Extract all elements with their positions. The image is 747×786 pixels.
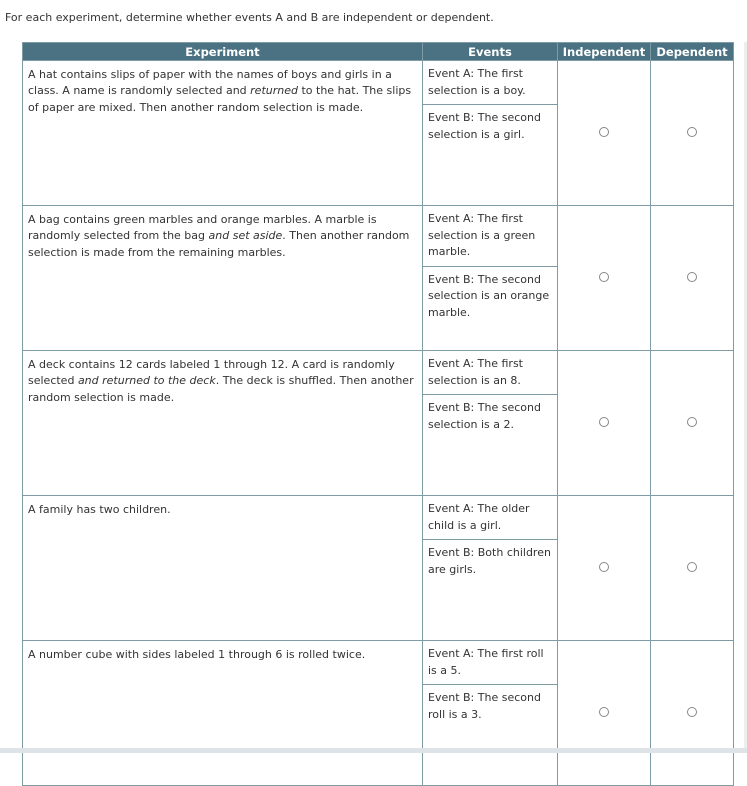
- header-dependent: Dependent: [651, 43, 734, 61]
- experiment-text: A bag contains green marbles and orange marbles. A marble is randomly selected from the bag: [28, 213, 377, 243]
- experiment-text: to the hat. The slips of paper are mixed. Then another random selection is made.: [28, 84, 412, 114]
- table-row: [23, 206, 734, 351]
- table-row: [23, 61, 734, 206]
- independent-radio[interactable]: [599, 417, 609, 427]
- experiments-table: [22, 42, 734, 786]
- event-b: Event B: The second selection is a 2.: [428, 401, 541, 431]
- header-events: Events: [423, 43, 558, 61]
- experiment-cell: [23, 496, 423, 641]
- event-b: Event B: Both children are girls.: [428, 546, 551, 576]
- independent-cell: [558, 351, 651, 496]
- dependent-radio[interactable]: [687, 127, 697, 137]
- experiment-cell: [23, 641, 423, 786]
- events-cell: [423, 641, 558, 786]
- event-a: Event A: The first roll is a 5.: [423, 641, 557, 685]
- experiment-text: . The deck is shuffled. Then another random selection is made.: [28, 374, 414, 404]
- experiment-text: A deck contains 12 cards labeled 1 through 12. A card is randomly selected: [28, 358, 395, 388]
- table-row: [23, 641, 734, 786]
- experiment-cell: [23, 206, 423, 351]
- dependent-radio[interactable]: [687, 417, 697, 427]
- table-row: [23, 496, 734, 641]
- event-b: Event B: The second roll is a 3.: [428, 691, 541, 721]
- event-a: Event A: The first selection is a boy.: [423, 61, 557, 105]
- dependent-cell: [651, 641, 734, 786]
- dependent-radio[interactable]: [687, 562, 697, 572]
- dependent-cell: [651, 61, 734, 206]
- independent-cell: [558, 206, 651, 351]
- independent-cell: [558, 496, 651, 641]
- event-b: Event B: The second selection is an orange marble.: [428, 272, 550, 319]
- independent-radio[interactable]: [599, 707, 609, 717]
- experiment-text: A family has two children.: [28, 503, 171, 516]
- dependent-cell: [651, 351, 734, 496]
- independent-radio[interactable]: [599, 127, 609, 137]
- header-experiment: Experiment: [23, 43, 423, 61]
- dependent-cell: [651, 206, 734, 351]
- independent-cell: [558, 641, 651, 786]
- instructions: For each experiment, determine whether events A and B are independent or dependent.: [5, 11, 494, 24]
- dependent-cell: [651, 496, 734, 641]
- experiment-text: A number cube with sides labeled 1 through 6 is rolled twice.: [28, 648, 366, 661]
- events-cell: [423, 496, 558, 641]
- experiment-cell: [23, 351, 423, 496]
- event-a: Event A: The older child is a girl.: [423, 496, 557, 540]
- independent-radio[interactable]: [599, 562, 609, 572]
- dependent-radio[interactable]: [687, 707, 697, 717]
- independent-cell: [558, 61, 651, 206]
- event-a: Event A: The first selection is an 8.: [423, 351, 557, 395]
- events-cell: [423, 206, 558, 351]
- header-independent: Independent: [558, 43, 651, 61]
- experiment-text: . Then another random selection is made from the remaining marbles.: [28, 229, 410, 259]
- table-row: [23, 351, 734, 496]
- independent-radio[interactable]: [599, 272, 609, 282]
- experiment-text: returned: [250, 84, 298, 98]
- experiment-text: and set aside: [208, 229, 283, 243]
- events-cell: [423, 61, 558, 206]
- experiment-text: and returned to the deck: [77, 374, 216, 388]
- event-b: Event B: The second selection is a girl.: [428, 111, 541, 141]
- experiment-cell: [23, 61, 423, 206]
- dependent-radio[interactable]: [687, 272, 697, 282]
- bottom-edge: [0, 748, 747, 753]
- experiment-text: A hat contains slips of paper with the names of boys and girls in a class. A name is randomly selected and: [28, 68, 392, 98]
- event-a: Event A: The first selection is a green marble.: [423, 206, 557, 267]
- events-cell: [423, 351, 558, 496]
